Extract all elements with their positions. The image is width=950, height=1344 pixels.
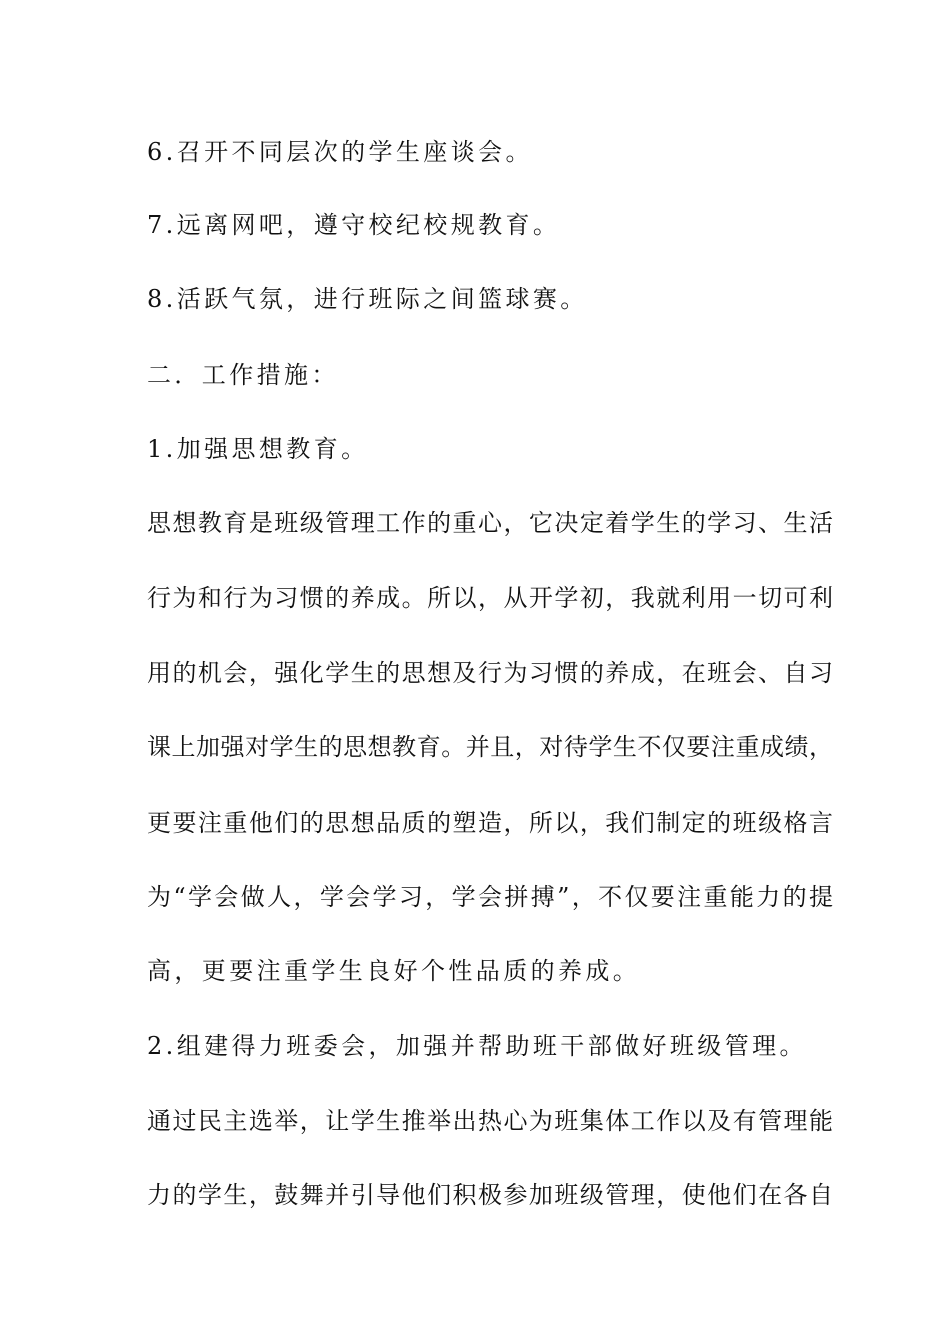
list-item-6: 6.召开不同层次的学生座谈会。 (147, 138, 533, 166)
paragraph-line: 高，更要注重学生良好个性品质的养成。 (147, 957, 641, 985)
subheading-2: 2.组建得力班委会，加强并帮助班干部做好班级管理。 (147, 1032, 807, 1060)
paragraph-line: 更要注重他们的思想品质的塑造，所以，我们制定的班级格言 (147, 809, 833, 837)
paragraph-line: 通过民主选举，让学生推举出热心为班集体工作以及有管理能 (147, 1107, 833, 1135)
subheading-1: 1.加强思想教育。 (147, 435, 369, 463)
section-heading-2: 二．工作措施： (147, 361, 339, 389)
paragraph-line: 行为和行为习惯的养成。所以，从开学初，我就利用一切可利 (147, 584, 833, 612)
list-item-8: 8.活跃气氛，进行班际之间篮球赛。 (147, 285, 588, 313)
paragraph-line: 为“学会做人，学会学习，学会拼搏”，不仅要注重能力的提 (147, 883, 833, 911)
paragraph-line: 用的机会，强化学生的思想及行为习惯的养成，在班会、自习 (147, 659, 833, 687)
list-item-7: 7.远离网吧，遵守校纪校规教育。 (147, 211, 561, 239)
paragraph-line: 思想教育是班级管理工作的重心，它决定着学生的学习、生活 (147, 509, 833, 537)
paragraph-line: 力的学生，鼓舞并引导他们积极参加班级管理，使他们在各自 (147, 1181, 833, 1209)
paragraph-line: 课上加强对学生的思想教育。并且，对待学生不仅要注重成绩， (147, 733, 833, 761)
